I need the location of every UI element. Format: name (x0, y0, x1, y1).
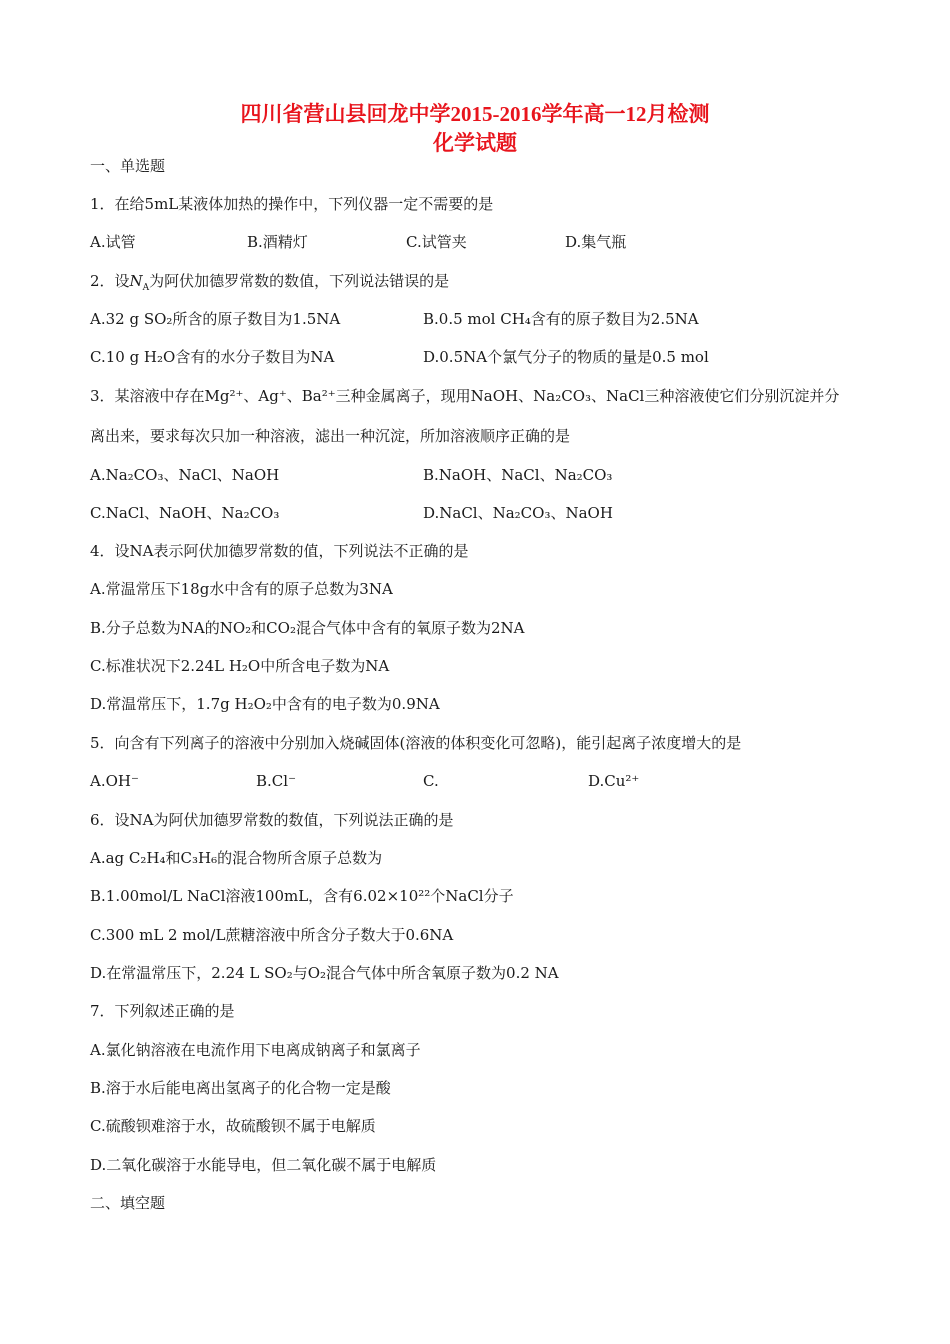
question-2-option-a: A.32 g SO₂所含的原子数目为1.5NA (90, 310, 341, 328)
question-1-option-a: A.试管 (90, 233, 136, 251)
question-1-option-c: C.试管夹 (406, 233, 467, 251)
question-7-option-c: C.硫酸钡难溶于水，故硫酸钡不属于电解质 (90, 1117, 376, 1135)
question-6-option-b: B.1.00mol/L NaCl溶液100mL，含有6.02×10²²个NaCl分子 (90, 887, 514, 905)
question-4-option-d: D.常温常压下，1.7g H₂O₂中含有的电子数为0.9NA (90, 695, 440, 713)
page-subtitle: 化学试题 (433, 131, 517, 155)
question-6-option-d: D.在常温常压下，2.24 L SO₂与O₂混合气体中所含氧原子数为0.2 NA (90, 964, 559, 982)
question-4-option-a: A.常温常压下18g水中含有的原子总数为3NA (90, 580, 393, 598)
question-7-stem: 7．下列叙述正确的是 (90, 1002, 235, 1020)
question-7-option-b: B.溶于水后能电离出氢离子的化合物一定是酸 (90, 1079, 391, 1097)
question-3-option-b: B.NaOH、NaCl、Na₂CO₃ (423, 466, 613, 484)
question-6-stem: 6．设NA为阿伏加德罗常数的数值，下列说法正确的是 (90, 811, 454, 829)
question-5-option-c: C. (423, 772, 439, 790)
question-5-option-a: A.OH⁻ (90, 772, 139, 790)
question-2-option-d: D.0.5NA个氯气分子的物质的量是0.5 mol (423, 348, 709, 366)
page-title: 四川省营山县回龙中学2015-2016学年高一12月检测 (240, 102, 710, 126)
question-3-stem-line-1: 3．某溶液中存在Mg²⁺、Ag⁺、Ba²⁺三种金属离子，现用NaOH、Na₂CO₃、NaCl三种溶液使它们分别沉淀并分 (90, 387, 840, 405)
question-3-option-c: C.NaCl、NaOH、Na₂CO₃ (90, 504, 280, 522)
question-7-option-d: D.二氧化碳溶于水能导电，但二氧化碳不属于电解质 (90, 1156, 437, 1174)
question-3-stem-line-2: 离出来，要求每次只加一种溶液，滤出一种沉淀，所加溶液顺序正确的是 (90, 427, 571, 445)
question-7-option-a: A.氯化钠溶液在电流作用下电离成钠离子和氯离子 (90, 1041, 421, 1059)
section-heading-single-choice: 一、单选题 (90, 157, 166, 175)
question-1-option-b: B.酒精灯 (247, 233, 308, 251)
section-heading-fill-in: 二、填空题 (90, 1194, 166, 1212)
question-6-option-a: A.ag C₂H₄和C₃H₆的混合物所含原子总数为 (90, 849, 383, 867)
question-6-option-c: C.300 mL 2 mol/L蔗糖溶液中所含分子数大于0.6NA (90, 926, 454, 944)
question-2-option-b: B.0.5 mol CH₄含有的原子数目为2.5NA (423, 310, 699, 328)
question-2-stem-pre: 2．设 (90, 272, 130, 290)
question-5-stem: 5．向含有下列离子的溶液中分别加入烧碱固体(溶液的体积变化可忽略)，能引起离子浓度增大的是 (90, 734, 742, 752)
question-3-option-d: D.NaCl、Na₂CO₃、NaOH (423, 504, 613, 522)
question-4-stem: 4．设NA表示阿伏加德罗常数的值，下列说法不正确的是 (90, 542, 469, 560)
question-2-option-c: C.10 g H₂O含有的水分子数目为NA (90, 348, 335, 366)
question-5-option-d: D.Cu²⁺ (588, 772, 640, 790)
question-4-option-b: B.分子总数为NA的NO₂和CO₂混合气体中含有的氧原子数为2NA (90, 619, 525, 637)
question-3-option-a: A.Na₂CO₃、NaCl、NaOH (90, 466, 280, 484)
question-4-option-c: C.标准状况下2.24L H₂O中所含电子数为NA (90, 657, 390, 675)
question-1-option-d: D.集气瓶 (565, 233, 627, 251)
question-2-stem-post: 为阿伏加德罗常数的数值，下列说法错误的是 (149, 272, 450, 290)
question-1-stem: 1．在给5mL某液体加热的操作中，下列仪器一定不需要的是 (90, 195, 494, 213)
question-5-option-b: B.Cl⁻ (256, 772, 296, 790)
question-2-stem: 2．设$N_A$为阿伏加德罗常数的数值，下列说法错误的是 (90, 272, 450, 293)
